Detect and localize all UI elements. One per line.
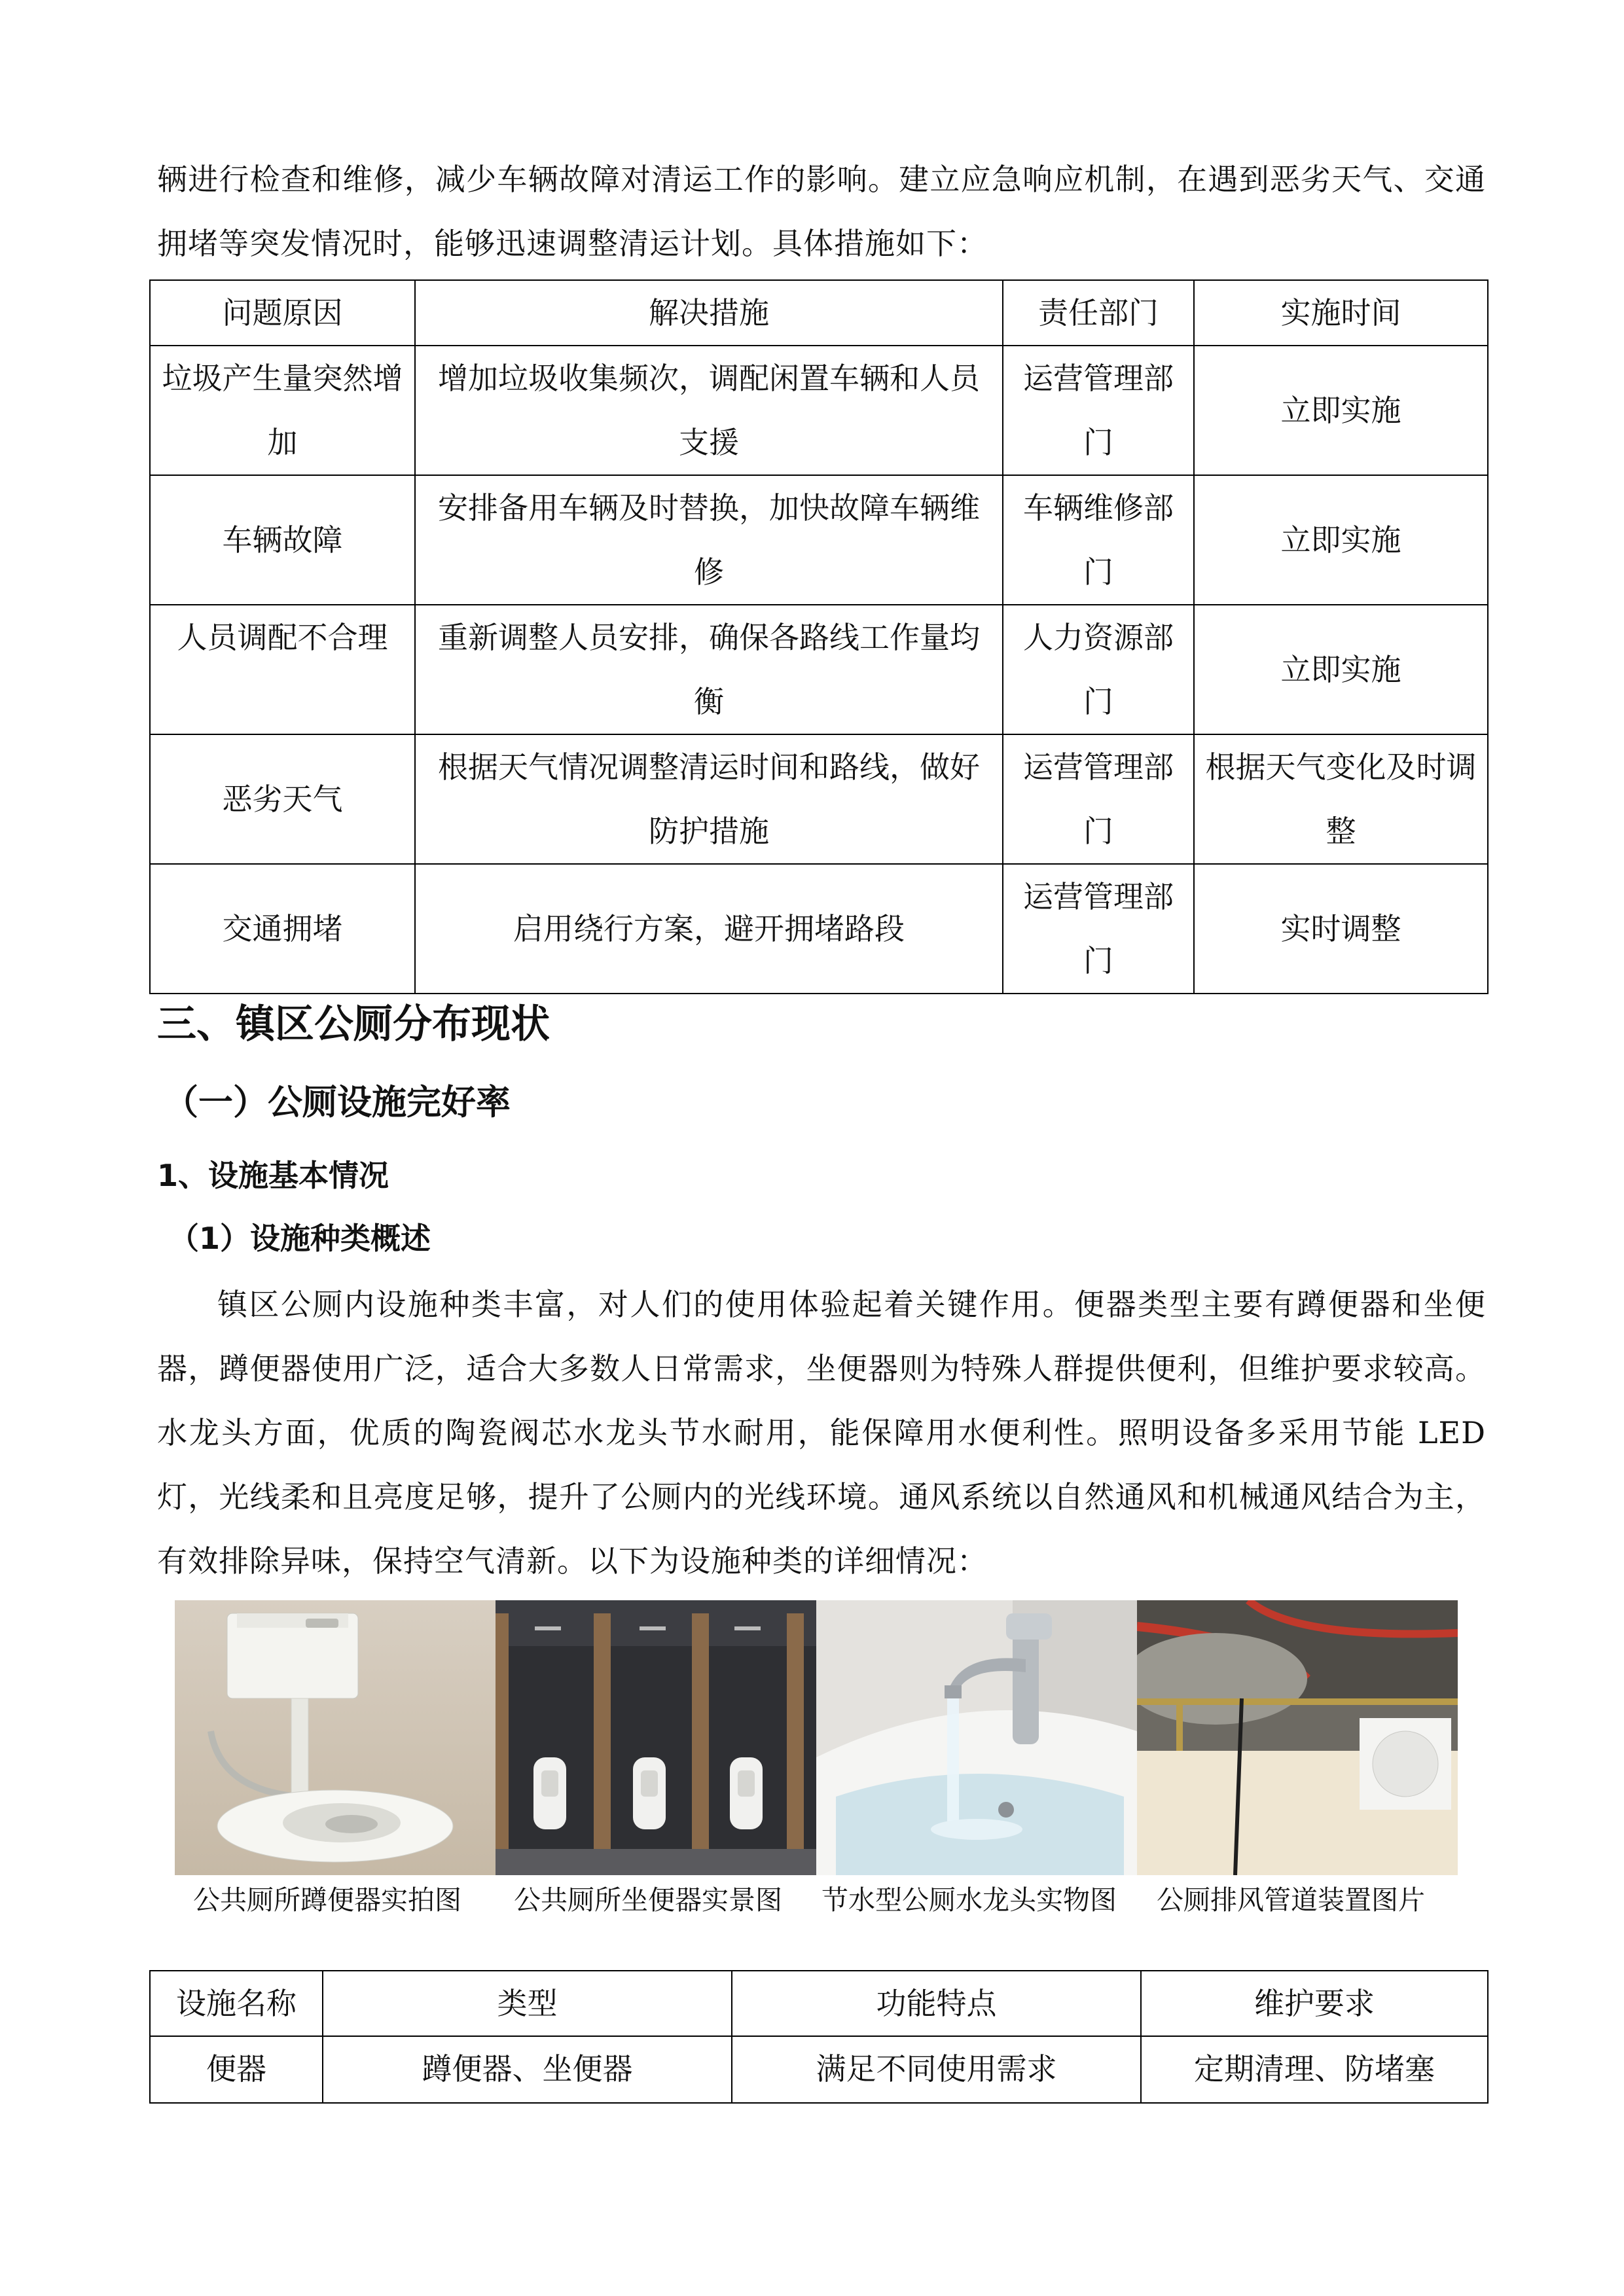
header-cell: 责任部门 [1003, 280, 1194, 346]
measure-cell: 安排备用车辆及时替换，加快故障车辆维修 [415, 475, 1003, 605]
faucet-photo [816, 1600, 1137, 1875]
measure-cell: 重新调整人员安排，确保各路线工作量均衡 [415, 605, 1003, 734]
facility-table [149, 1970, 1489, 2104]
header-cell: 功能特点 [732, 1971, 1141, 2036]
time-cell: 实时调整 [1194, 864, 1488, 994]
facility-feature-cell: 满足不同使用需求 [732, 2036, 1141, 2103]
dept-cell: 运营管理部门 [1003, 346, 1194, 475]
facility-type-cell: 蹲便器、坐便器 [323, 2036, 732, 2103]
table-row [150, 864, 1488, 994]
section-heading: 三、镇区公厕分布现状 [157, 1001, 550, 1047]
table-header-row [150, 1971, 1488, 2036]
header-cell: 实施时间 [1194, 280, 1488, 346]
measure-cell: 启用绕行方案，避开拥堵路段 [415, 864, 1003, 994]
cause-cell: 交通拥堵 [150, 864, 415, 994]
squat-toilet-photo [175, 1600, 496, 1875]
photo-caption: 公共厕所蹲便器实拍图 [193, 1884, 461, 1916]
cause-cell: 人员调配不合理 [150, 605, 415, 734]
intro-paragraph: 辆进行检查和维修，减少车辆故障对清运工作的影响。建立应急响应机制，在遇到恶劣天气、交通拥堵等突发情况时，能够迅速调整清运计划。具体措施如下： [157, 162, 1486, 261]
measure-cell: 根据天气情况调整清运时间和路线，做好防护措施 [415, 734, 1003, 864]
item-heading: 1、设施基本情况 [157, 1158, 389, 1193]
header-cell: 维护要求 [1141, 1971, 1488, 2036]
subitem-heading: （1）设施种类概述 [169, 1221, 431, 1256]
dept-cell: 车辆维修部门 [1003, 475, 1194, 605]
toilet-stalls-photo [496, 1600, 816, 1875]
header-cell: 解决措施 [415, 280, 1003, 346]
subsection-heading: （一）公厕设施完好率 [164, 1083, 511, 1122]
cause-cell: 垃圾产生量突然增加 [150, 346, 415, 475]
photo-caption: 公共厕所坐便器实景图 [514, 1884, 782, 1916]
table-row [150, 475, 1488, 605]
table-row [150, 605, 1488, 734]
cause-cell: 恶劣天气 [150, 734, 415, 864]
facility-maintenance-cell: 定期清理、防堵塞 [1141, 2036, 1488, 2103]
table-row [150, 2036, 1488, 2103]
measure-cell: 增加垃圾收集频次，调配闲置车辆和人员支援 [415, 346, 1003, 475]
facility-name-cell: 便器 [150, 2036, 323, 2103]
table-row [150, 346, 1488, 475]
time-cell: 立即实施 [1194, 475, 1488, 605]
measures-table [149, 279, 1489, 994]
table-header-row [150, 280, 1488, 346]
header-cell: 设施名称 [150, 1971, 323, 2036]
header-cell: 类型 [323, 1971, 732, 2036]
ventilation-duct-photo [1137, 1600, 1458, 1875]
header-cell: 问题原因 [150, 280, 415, 346]
photo-caption: 节水型公厕水龙头实物图 [821, 1884, 1117, 1916]
dept-cell: 运营管理部门 [1003, 734, 1194, 864]
table-row [150, 734, 1488, 864]
dept-cell: 运营管理部门 [1003, 864, 1194, 994]
body-paragraph: 镇区公厕内设施种类丰富，对人们的使用体验起着关键作用。便器类型主要有蹲便器和坐便器，蹲便器使用广泛，适合大多数人日常需求，坐便器则为特殊人群提供便利，但维护要求较高。水龙头方面，优质的陶瓷阀芯水龙头节水耐用，能保障用水便利性。照明设备多采用节能 LED灯，光线柔和且亮度足够，提升了公厕内的光线环境。通风系统以自然通风和机械通风结合为主，有效排除异味，保持空气清新。以下为设施种类的详细情况： [157, 1287, 1486, 1579]
time-cell: 立即实施 [1194, 605, 1488, 734]
dept-cell: 人力资源部门 [1003, 605, 1194, 734]
time-cell: 立即实施 [1194, 346, 1488, 475]
time-cell: 根据天气变化及时调整 [1194, 734, 1488, 864]
cause-cell: 车辆故障 [150, 475, 415, 605]
photo-caption: 公厕排风管道装置图片 [1157, 1884, 1425, 1916]
